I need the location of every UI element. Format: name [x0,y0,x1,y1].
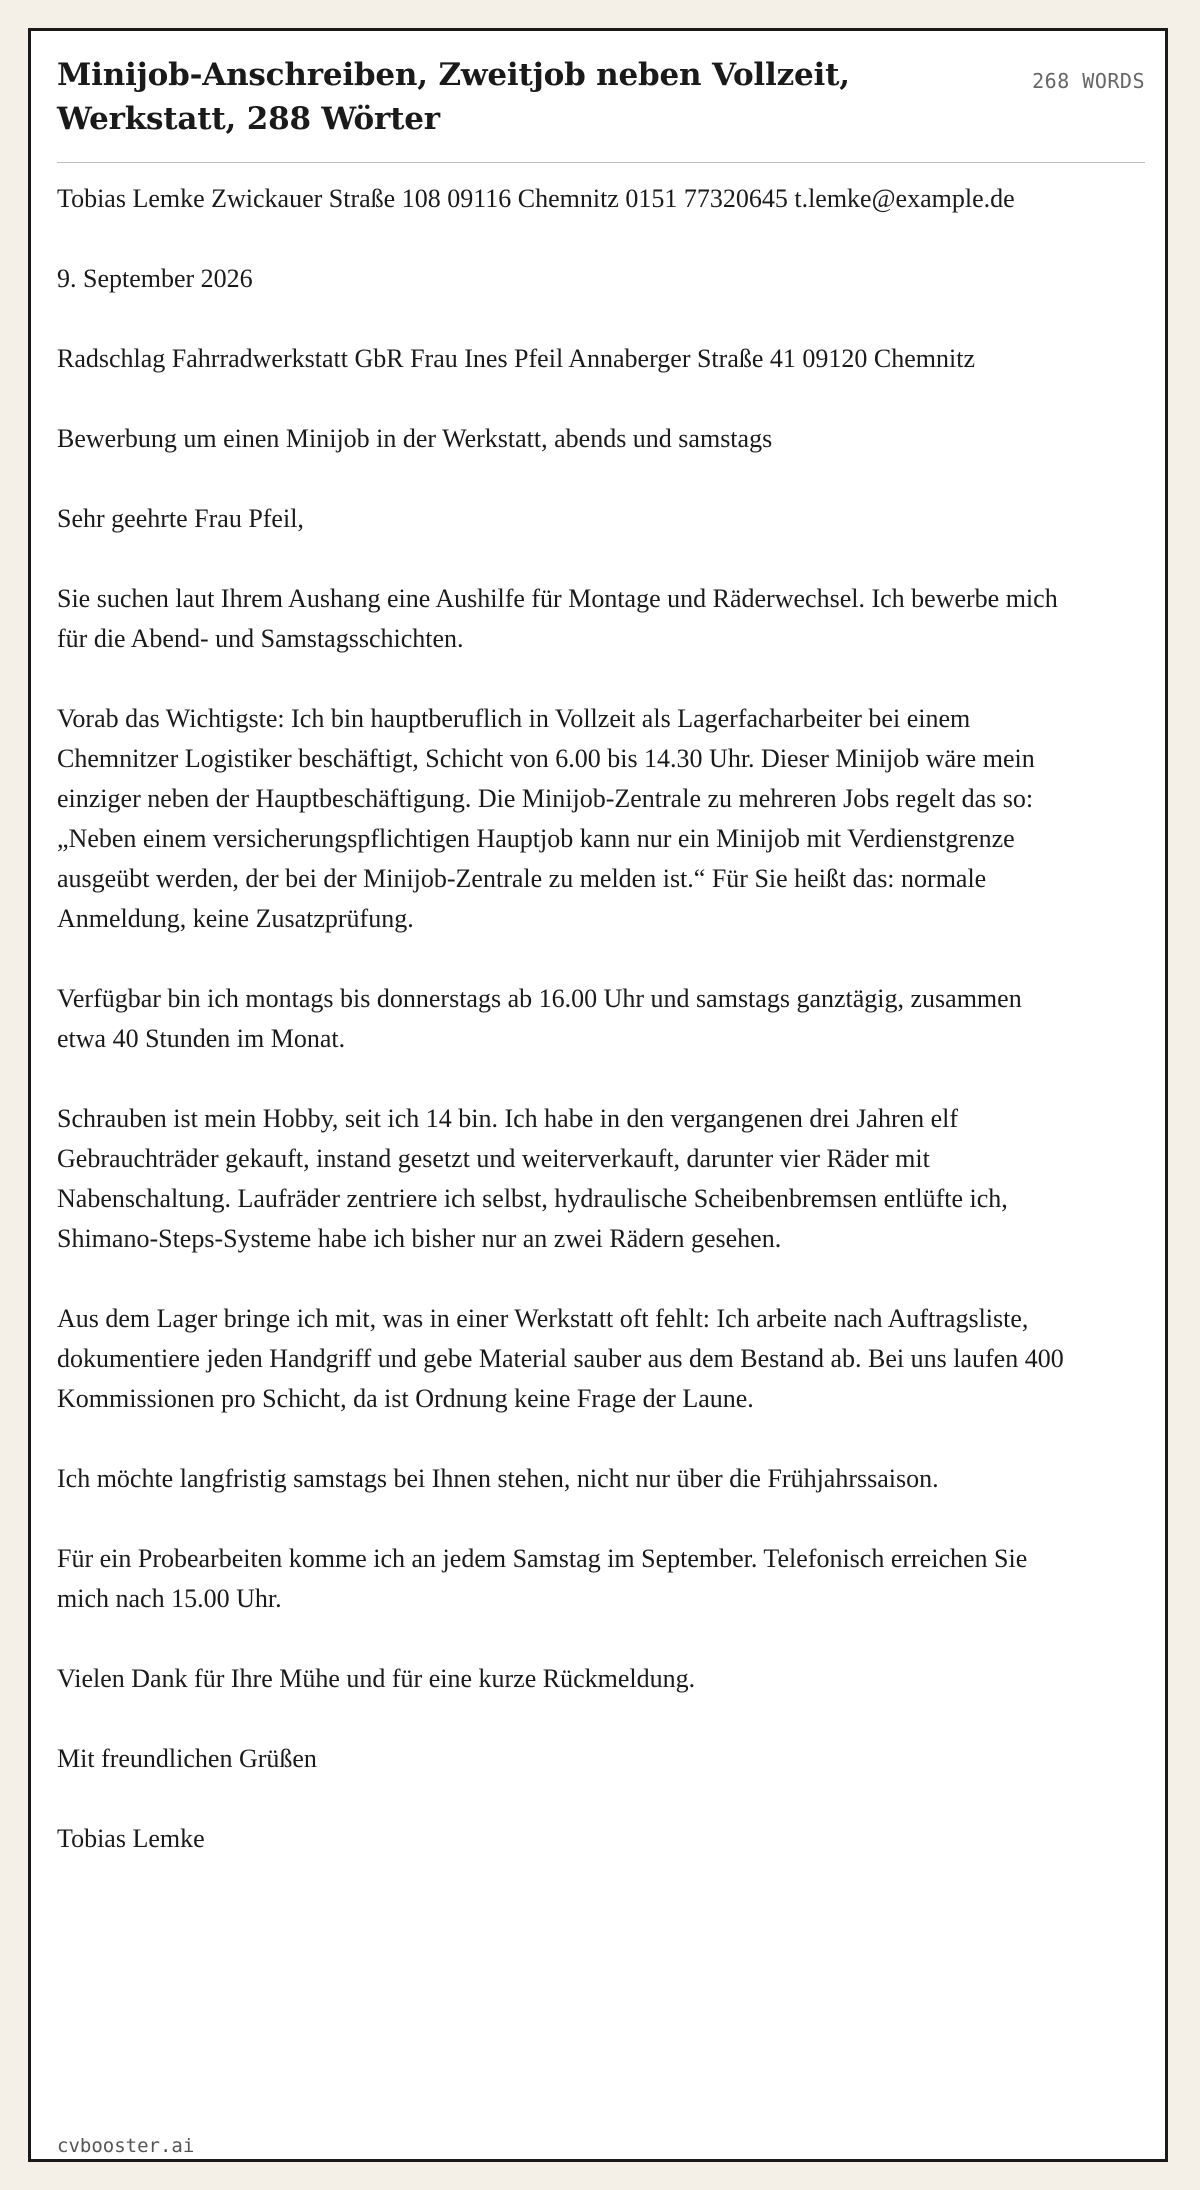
closing: Mit freundlichen Grüßen [57,1744,317,1773]
body-paragraph-6: Ich möchte langfristig samstags bei Ihnen stehen, nicht nur über die Frühjahrssaison. [57,1464,939,1493]
signature: Tobias Lemke [57,1824,205,1853]
document-header [57,53,1145,141]
letter-date: 9. September 2026 [57,264,253,293]
letter-body [57,179,1067,1859]
recipient-block: Radschlag Fahrradwerkstatt GbR Frau Ines Pfeil Annaberger Straße 41 09120 Chemnitz [57,344,975,373]
footer-brand: cvbooster.ai [57,2135,195,2157]
document-title: Minijob-Anschreiben, Zweitjob neben Vollzeit, Werkstatt, 288 Wörter [57,57,850,137]
body-paragraph-2: Vorab das Wichtigste: Ich bin hauptberuflich in Vollzeit als Lagerfacharbeiter bei einem Chemnitzer Logistiker beschäftigt, Schicht von 6.00 bis 14.30 Uhr. Dieser Minijob wäre mein einziger neben der Hauptbeschäftigung. Die Minijob-Zentrale zu mehreren Jobs regelt das so: „Neben einem versicherungspflichtigen Hauptjob kann nur ein Minijob mit Verdienstgrenze ausgeübt werden, der bei der Minijob-Zentrale zu melden ist.“ Für Sie heißt das: normale Anmeldung, keine Zusatzprüfung. [57,704,1035,933]
letter-subject: Bewerbung um einen Minijob in der Werkstatt, abends und samstags [57,424,773,453]
body-paragraph-4: Schrauben ist mein Hobby, seit ich 14 bin. Ich habe in den vergangenen drei Jahren elf Gebrauchträder gekauft, instand gesetzt und weiterverkauft, darunter vier Räder mit Nabenschaltung. Laufräder zentriere ich selbst, hydraulische Scheibenbremsen entlüfte ich, Shimano-Steps-Systeme habe ich bisher nur an zwei Rädern gesehen. [57,1104,1008,1253]
salutation: Sehr geehrte Frau Pfeil, [57,504,304,533]
body-paragraph-3: Verfügbar bin ich montags bis donnerstags ab 16.00 Uhr und samstags ganztägig, zusammen etwa 40 Stunden im Monat. [57,984,1022,1053]
letter-card [28,28,1168,2162]
word-count-badge: 268 WORDS [1032,69,1145,93]
header-divider [57,162,1145,163]
body-paragraph-1: Sie suchen laut Ihrem Aushang eine Aushilfe für Montage und Räderwechsel. Ich bewerbe mich für die Abend- und Samstagsschichten. [57,584,1058,653]
body-paragraph-7: Für ein Probearbeiten komme ich an jedem Samstag im September. Telefonisch erreichen Sie mich nach 15.00 Uhr. [57,1544,1028,1613]
body-paragraph-5: Aus dem Lager bringe ich mit, was in einer Werkstatt oft fehlt: Ich arbeite nach Auftragsliste, dokumentiere jeden Handgriff und gebe Material sauber aus dem Bestand ab. Bei uns laufen 400 Kommissionen pro Schicht, da ist Ordnung keine Frage der Laune. [57,1304,1064,1413]
body-paragraph-8: Vielen Dank für Ihre Mühe und für eine kurze Rückmeldung. [57,1664,696,1693]
sender-block: Tobias Lemke Zwickauer Straße 108 09116 Chemnitz 0151 77320645 t.lemke@example.de [57,184,1015,213]
